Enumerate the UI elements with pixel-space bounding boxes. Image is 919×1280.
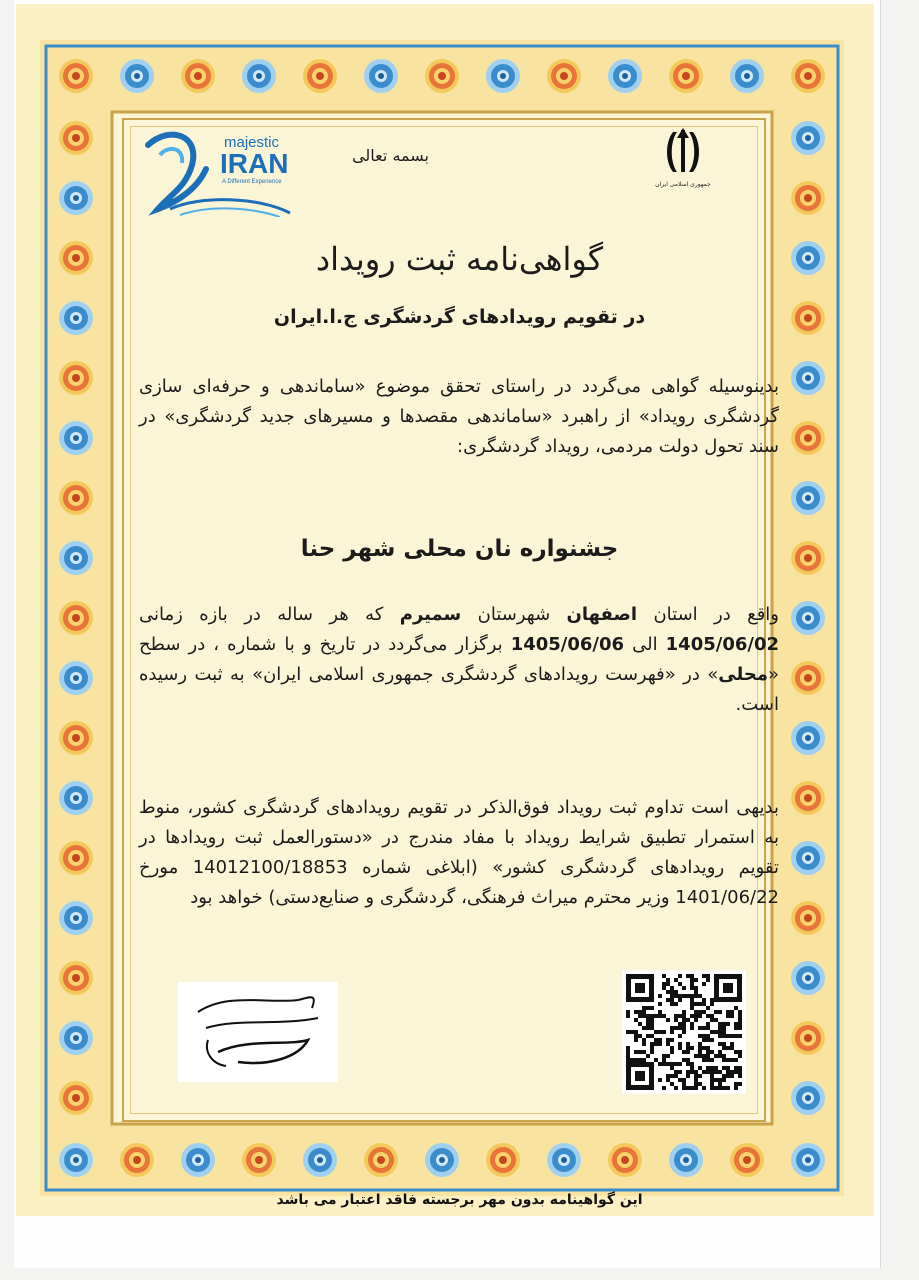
certificate-title: گواهی‌نامه ثبت رویداد: [315, 240, 604, 278]
orange-flower-ornament: [59, 841, 93, 875]
blue-flower-ornament: [59, 1021, 93, 1055]
blue-flower-ornament: [547, 1143, 581, 1177]
blue-flower-ornament: [364, 59, 398, 93]
detail-text: برگزار می‌گردد در تاریخ و با شماره ، در سطح «: [139, 634, 779, 685]
certificate-subtitle: در تقویم رویدادهای گردشگری ج.ا.ایران: [273, 306, 646, 328]
event-name: جشنواره نان محلی شهر حنا: [300, 536, 619, 562]
orange-flower-ornament: [486, 1143, 520, 1177]
blue-flower-ornament: [59, 661, 93, 695]
orange-flower-ornament: [791, 59, 825, 93]
qr-code: [622, 970, 746, 1094]
detail-text: » در «فهرست رویدادهای گردشگری جمهوری اسلامی ایران» به ثبت رسیده است.: [139, 664, 779, 715]
date-to-value: 1405/06/06: [510, 634, 625, 655]
majestic-iran-logo: [140, 125, 300, 217]
orange-flower-ornament: [242, 1143, 276, 1177]
signature: [178, 982, 338, 1082]
detail-text: شهرستان: [461, 604, 567, 625]
blue-flower-ornament: [59, 181, 93, 215]
orange-flower-ornament: [303, 59, 337, 93]
orange-flower-ornament: [730, 1143, 764, 1177]
orange-flower-ornament: [59, 361, 93, 395]
blue-flower-ornament: [791, 961, 825, 995]
county-value: سمیرم: [399, 604, 462, 625]
level-value: محلی: [718, 664, 768, 685]
detail-text: واقع در استان: [637, 604, 779, 625]
blue-flower-ornament: [120, 59, 154, 93]
blue-flower-ornament: [486, 59, 520, 93]
orange-flower-ornament: [364, 1143, 398, 1177]
orange-flower-ornament: [59, 1081, 93, 1115]
detail-text: که هر ساله در بازه زمانی: [139, 604, 400, 625]
orange-flower-ornament: [59, 721, 93, 755]
iran-emblem-ministry: [533, 128, 733, 228]
intro-paragraph: بدینوسیله گواهی می‌گردد در راستای تحقق موضوع «ساماندهی و حرفه‌ای سازی گردشگری رویداد» از راهبرد «ساماندهی مقصدها و مسیرهای جدید گردشگری» در سند تحول دولت مردمی، رویداد گردشگری:: [139, 376, 779, 457]
orange-flower-ornament: [791, 661, 825, 695]
blue-flower-ornament: [730, 59, 764, 93]
blue-flower-ornament: [181, 1143, 215, 1177]
blue-flower-ornament: [669, 1143, 703, 1177]
emblem-caption: جمهوری اسلامی ایران: [655, 181, 711, 188]
province-value: اصفهان: [566, 604, 638, 625]
conditions-paragraph: بدیهی است تداوم ثبت رویداد فوق‌الذکر در تقویم رویدادهای گردشگری کشور، منوط به استمرار تطبیق شرایط رویداد با مفاد مندرج در «دستورالعمل ثبت رویدادها در تقویم رویدادهای گردشگری کشور» (ابلاغی شماره 14012100/18853 مورخ 1401/06/22 وزیر محترم میراث فرهنگی، گردشگری و صنایع‌دستی) خواهد بود: [139, 797, 779, 908]
orange-flower-ornament: [547, 59, 581, 93]
orange-flower-ornament: [791, 901, 825, 935]
footer-validity-note: این گواهینامه بدون مهر برجسته فاقد اعتبار می باشد: [276, 1192, 643, 1208]
orange-flower-ornament: [59, 601, 93, 635]
blue-flower-ornament: [425, 1143, 459, 1177]
orange-flower-ornament: [120, 1143, 154, 1177]
orange-flower-ornament: [791, 781, 825, 815]
orange-flower-ornament: [791, 181, 825, 215]
detail-text: الی: [624, 634, 666, 655]
blue-flower-ornament: [59, 901, 93, 935]
logo-text-tagline: A Different Experience: [222, 179, 282, 185]
besmellah-text: بسمه تعالی: [352, 146, 429, 165]
orange-flower-ornament: [669, 59, 703, 93]
blue-flower-ornament: [791, 601, 825, 635]
blue-flower-ornament: [791, 721, 825, 755]
blue-flower-ornament: [59, 781, 93, 815]
orange-flower-ornament: [59, 481, 93, 515]
orange-flower-ornament: [59, 121, 93, 155]
orange-flower-ornament: [59, 59, 93, 93]
orange-flower-ornament: [425, 59, 459, 93]
blue-flower-ornament: [791, 1081, 825, 1115]
blue-flower-ornament: [303, 1143, 337, 1177]
blue-flower-ornament: [791, 1143, 825, 1177]
event-details-paragraph: [139, 600, 779, 720]
blue-flower-ornament: [59, 1143, 93, 1177]
logo-text-iran: IRAN: [220, 148, 289, 179]
date-from-value: 1405/06/02: [665, 634, 779, 655]
logo-text-majestic: majestic: [224, 134, 280, 151]
blue-flower-ornament: [791, 481, 825, 515]
blue-flower-ornament: [242, 59, 276, 93]
blue-flower-ornament: [59, 421, 93, 455]
orange-flower-ornament: [59, 961, 93, 995]
orange-flower-ornament: [791, 421, 825, 455]
orange-flower-ornament: [181, 59, 215, 93]
orange-flower-ornament: [791, 1021, 825, 1055]
blue-flower-ornament: [791, 121, 825, 155]
orange-flower-ornament: [608, 1143, 642, 1177]
blue-flower-ornament: [608, 59, 642, 93]
blue-flower-ornament: [791, 841, 825, 875]
blue-flower-ornament: [791, 361, 825, 395]
